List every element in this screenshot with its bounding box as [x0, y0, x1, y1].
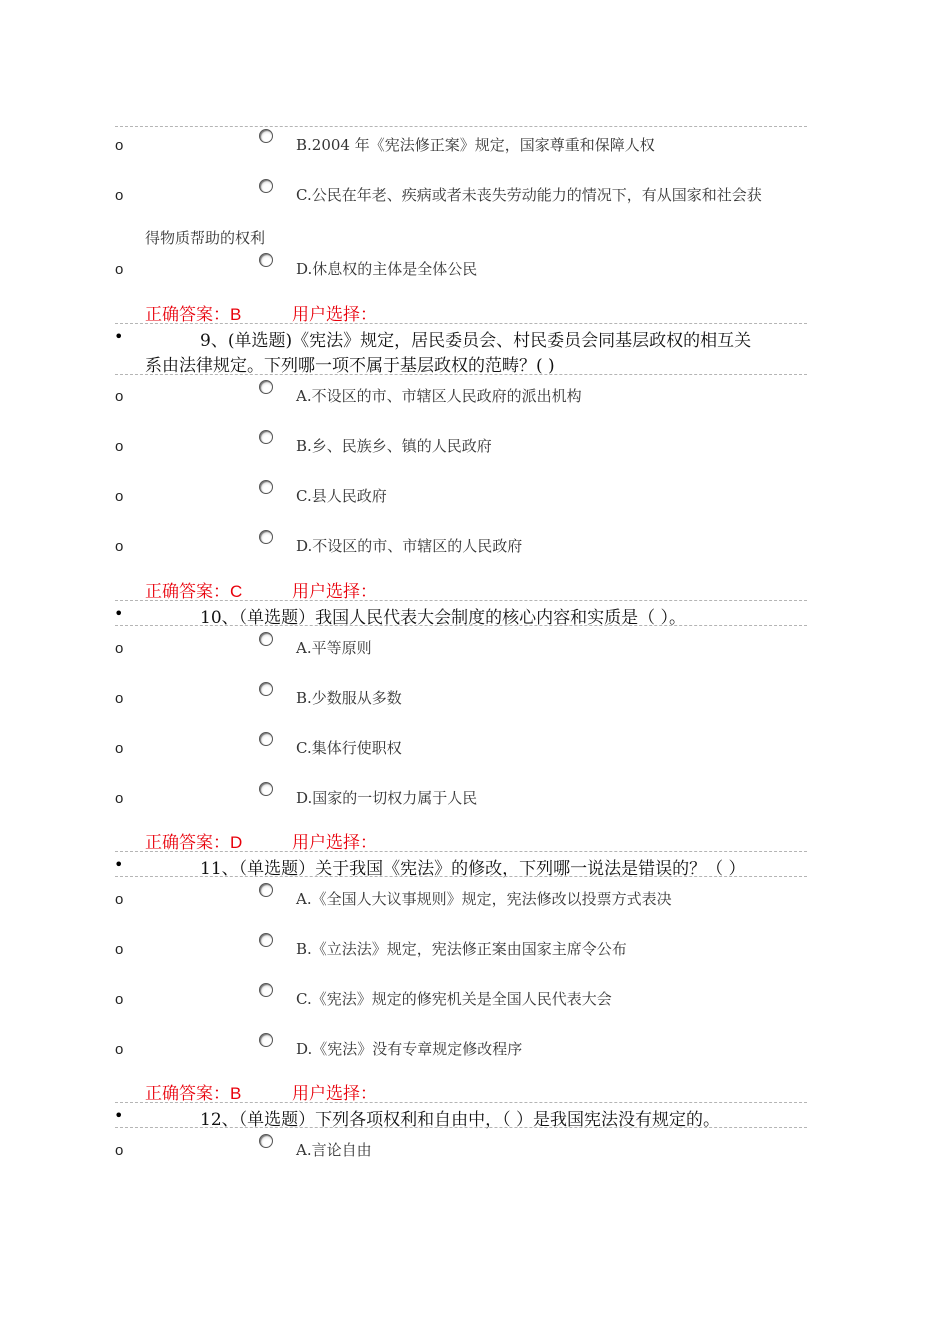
question-bullet: •: [114, 1106, 124, 1125]
option-text: B.《立法法》规定，宪法修正案由国家主席令公布: [296, 940, 627, 958]
separator: [115, 323, 807, 324]
question-text: 12、（单选题）下列各项权利和自由中，（ ）是我国宪法没有规定的。: [200, 1110, 721, 1130]
option-text: A.言论自由: [296, 1141, 372, 1159]
radio-button[interactable]: [259, 253, 273, 267]
option-bullet: o: [115, 941, 124, 958]
correct-answer-value: D: [230, 833, 243, 852]
option-bullet: o: [115, 438, 124, 455]
radio-button[interactable]: [259, 682, 273, 696]
radio-button[interactable]: [259, 782, 273, 796]
separator: [115, 374, 807, 375]
option-bullet: o: [115, 690, 124, 707]
radio-button[interactable]: [259, 883, 273, 897]
answer-line: [145, 577, 377, 602]
option-bullet: o: [115, 187, 124, 204]
question-text: 9、(单选题)《宪法》规定，居民委员会、村民委员会同基层政权的相互关: [200, 331, 752, 351]
radio-button[interactable]: [259, 983, 273, 997]
option-text: A.不设区的市、市辖区人民政府的派出机构: [296, 387, 582, 405]
radio-button[interactable]: [259, 179, 273, 193]
user-choice-label: 用户选择：: [292, 833, 377, 852]
separator: [115, 1102, 807, 1103]
correct-answer-label: 正确答案：: [145, 1084, 230, 1103]
radio-button[interactable]: [259, 430, 273, 444]
option-bullet: o: [115, 740, 124, 757]
question-text-continued: 系由法律规定。下列哪一项不属于基层政权的范畴？( ): [145, 356, 555, 376]
separator: [115, 600, 807, 601]
option-text: D.休息权的主体是全体公民: [296, 260, 478, 278]
user-choice-label: 用户选择：: [292, 305, 377, 324]
option-text: B.2004 年《宪法修正案》规定，国家尊重和保障人权: [296, 136, 655, 154]
question-bullet: •: [114, 327, 124, 346]
correct-answer-value: C: [230, 582, 243, 601]
radio-button[interactable]: [259, 732, 273, 746]
answer-line: [145, 1079, 377, 1104]
radio-button[interactable]: [259, 1033, 273, 1047]
correct-answer-value: B: [230, 1084, 242, 1103]
option-bullet: o: [115, 640, 124, 657]
question-text: 11、（单选题）关于我国《宪法》的修改，下列哪一说法是错误的？（ ）: [200, 859, 746, 879]
option-text: A.平等原则: [296, 639, 372, 657]
option-text: D.不设区的市、市辖区的人民政府: [296, 537, 523, 555]
correct-answer-label: 正确答案：: [145, 305, 230, 324]
radio-button[interactable]: [259, 1134, 273, 1148]
option-text: D.《宪法》没有专章规定修改程序: [296, 1040, 523, 1058]
answer-line: [145, 828, 377, 853]
correct-answer-label: 正确答案：: [145, 833, 230, 852]
radio-button[interactable]: [259, 530, 273, 544]
option-text: C.县人民政府: [296, 487, 387, 505]
option-text: B.少数服从多数: [296, 689, 402, 707]
separator: [115, 1127, 807, 1128]
separator: [115, 876, 807, 877]
separator: [115, 625, 807, 626]
radio-button[interactable]: [259, 129, 273, 143]
radio-button[interactable]: [259, 632, 273, 646]
option-bullet: o: [115, 488, 124, 505]
option-bullet: o: [115, 891, 124, 908]
radio-button[interactable]: [259, 480, 273, 494]
correct-answer-value: B: [230, 305, 242, 324]
option-text: C.《宪法》规定的修宪机关是全国人民代表大会: [296, 990, 612, 1008]
option-bullet: o: [115, 991, 124, 1008]
option-text: C.公民在年老、疾病或者未丧失劳动能力的情况下，有从国家和社会获: [296, 186, 762, 204]
user-choice-label: 用户选择：: [292, 582, 377, 601]
option-bullet: o: [115, 790, 124, 807]
separator: [115, 851, 807, 852]
correct-answer-label: 正确答案：: [145, 582, 230, 601]
option-bullet: o: [115, 1041, 124, 1058]
question-text: 10、（单选题）我国人民代表大会制度的核心内容和实质是（ ）。: [200, 608, 687, 628]
separator: [115, 126, 807, 127]
option-bullet: o: [115, 388, 124, 405]
option-text: D.国家的一切权力属于人民: [296, 789, 478, 807]
option-text: B.乡、民族乡、镇的人民政府: [296, 437, 492, 455]
option-text: A.《全国人大议事规则》规定，宪法修改以投票方式表决: [296, 890, 672, 908]
answer-line: [145, 300, 377, 325]
question-bullet: •: [114, 855, 124, 874]
question-bullet: •: [114, 604, 124, 623]
option-bullet: o: [115, 538, 124, 555]
option-text: C.集体行使职权: [296, 739, 402, 757]
user-choice-label: 用户选择：: [292, 1084, 377, 1103]
option-text-continued: 得物质帮助的权利: [145, 229, 266, 247]
radio-button[interactable]: [259, 933, 273, 947]
radio-button[interactable]: [259, 380, 273, 394]
option-bullet: o: [115, 261, 124, 278]
option-bullet: o: [115, 137, 124, 154]
option-bullet: o: [115, 1142, 124, 1159]
